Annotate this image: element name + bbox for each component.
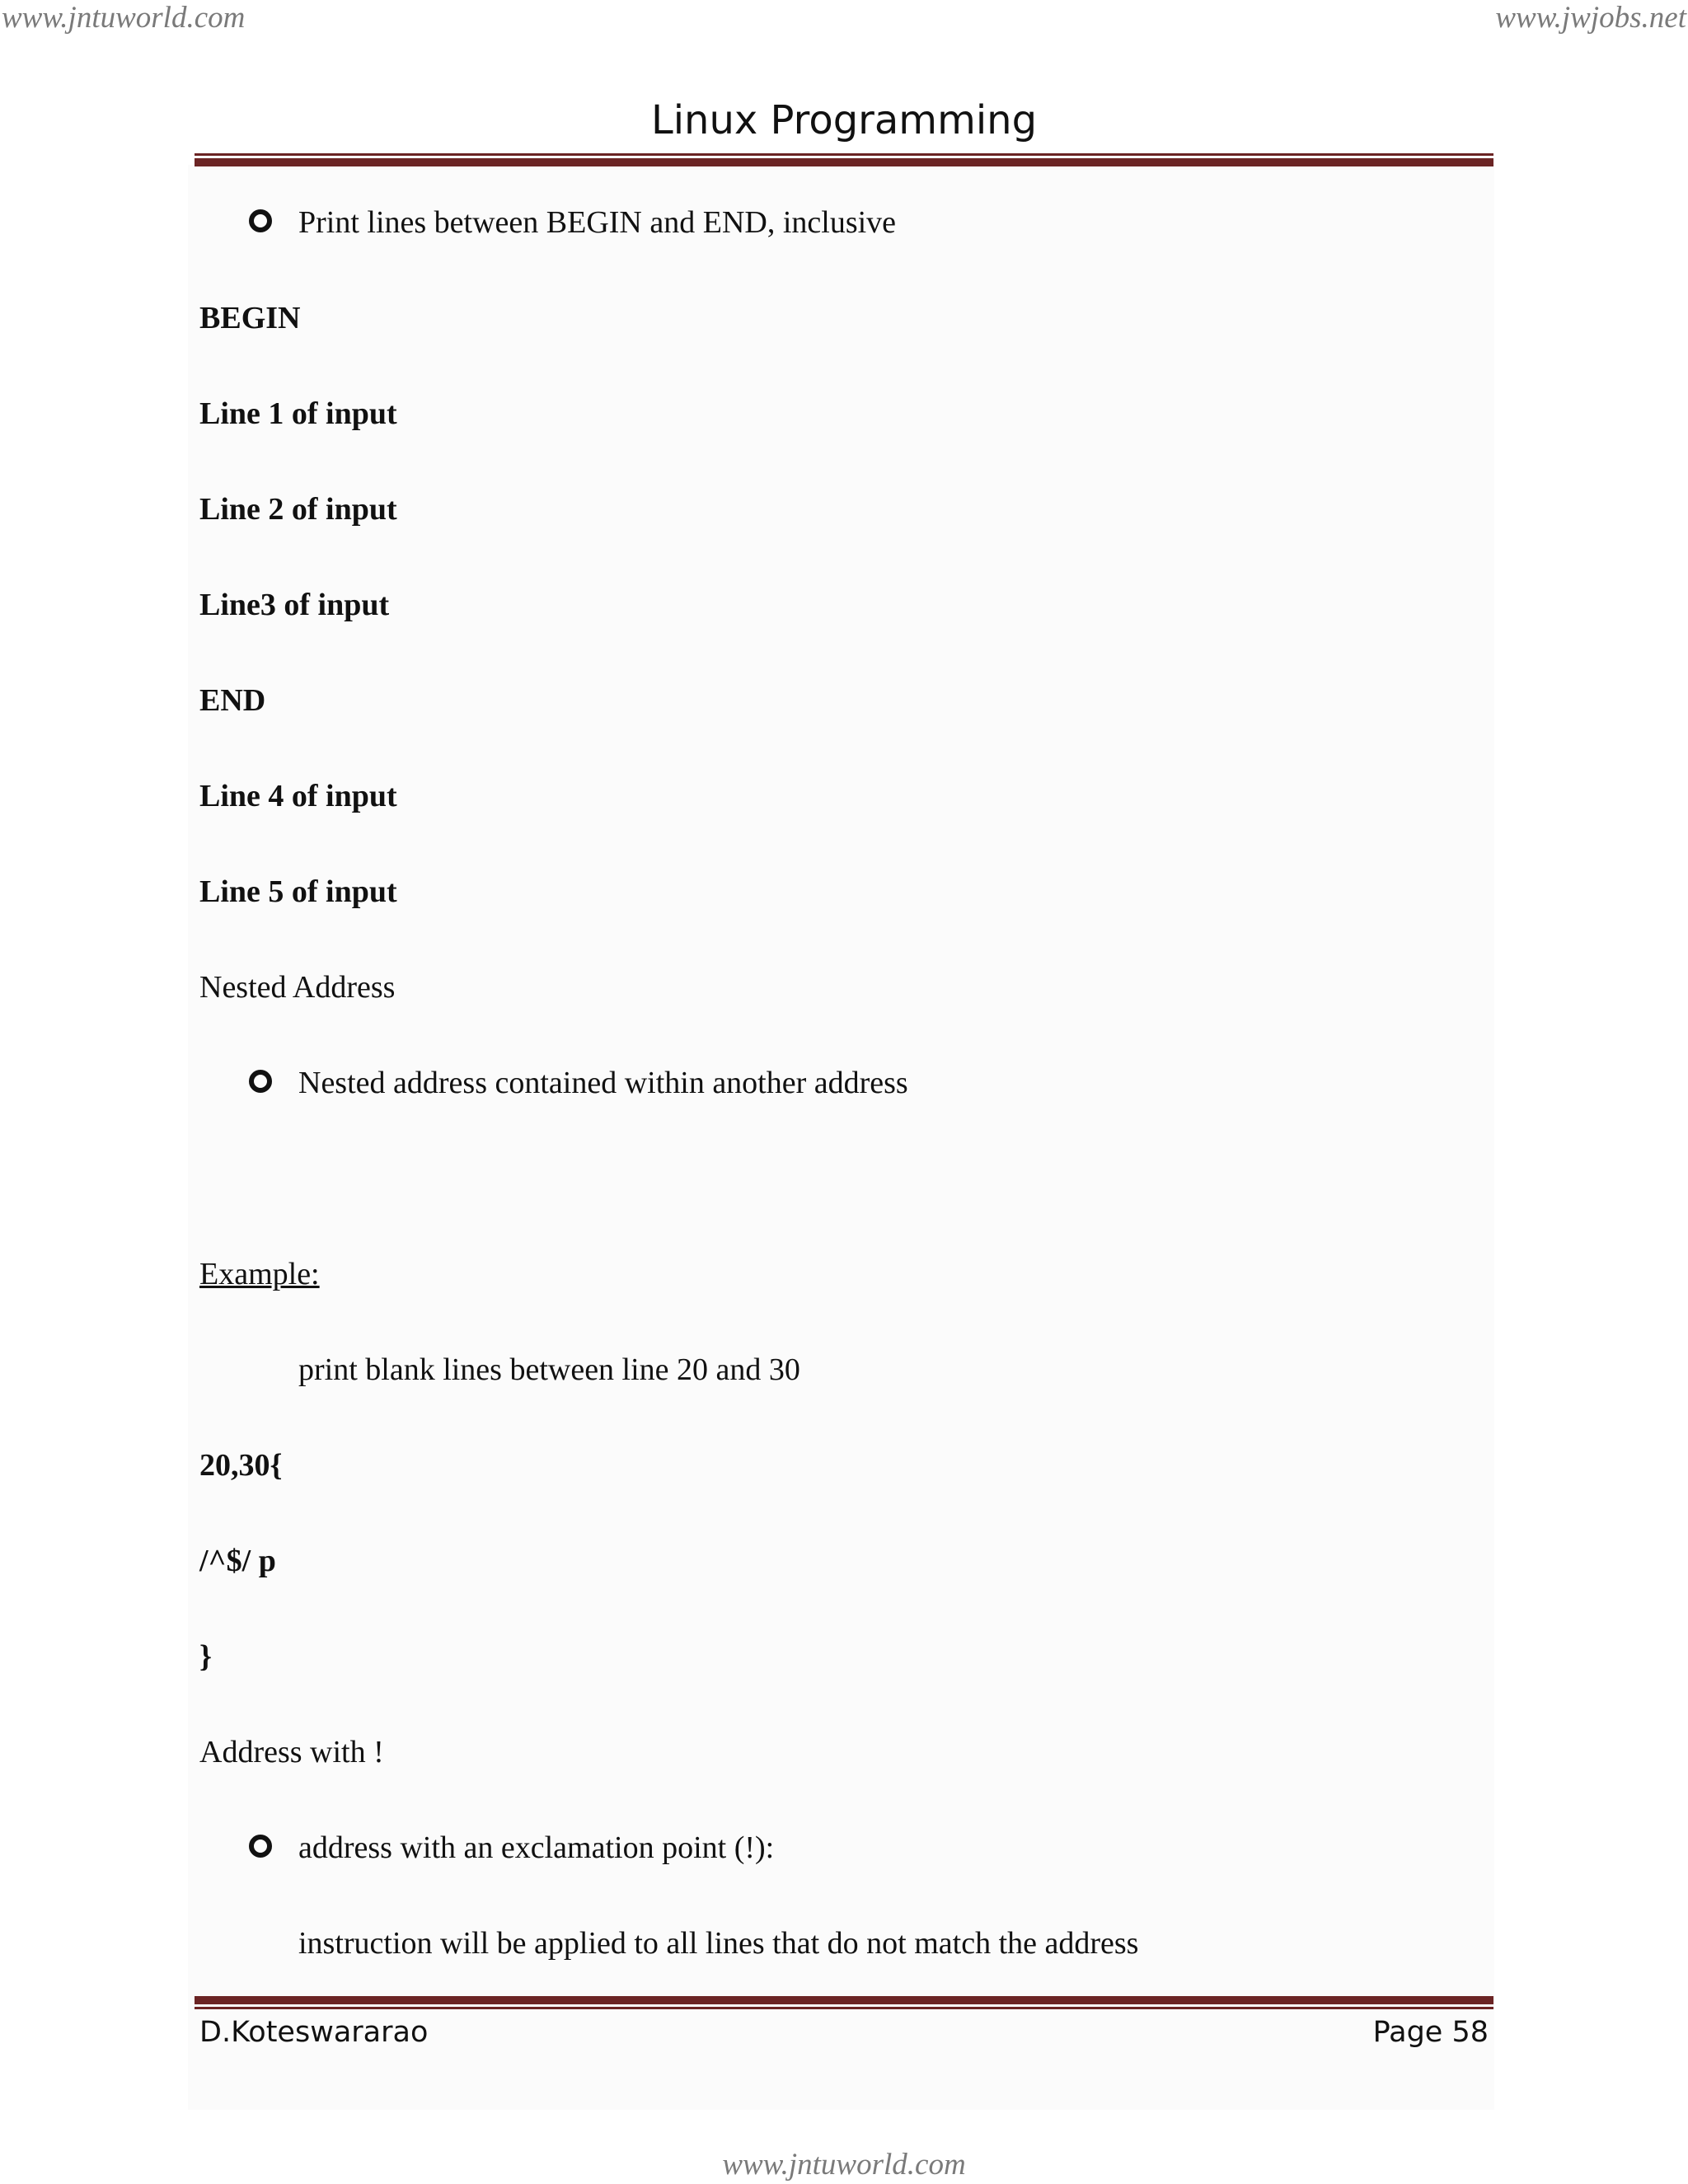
- code-line: Line 2 of input: [199, 492, 397, 527]
- page-background: [188, 165, 1494, 2110]
- code-line: END: [199, 683, 266, 718]
- section-heading: Nested Address: [199, 970, 396, 1005]
- watermark-top-right: www.jwjobs.net: [1495, 1, 1686, 35]
- footer-page-number: Page 58: [1372, 2016, 1489, 2049]
- header-rule-thick: [195, 158, 1493, 166]
- example-description: print blank lines between line 20 and 30: [298, 1352, 800, 1387]
- example-label: Example:: [199, 1257, 320, 1291]
- bullet-icon: [249, 209, 272, 232]
- bullet-continuation: instruction will be applied to all lines that do not match the address: [298, 1926, 1139, 1961]
- bullet-icon: [249, 1835, 272, 1858]
- section-heading: Address with !: [199, 1735, 384, 1769]
- footer-author: D.Koteswararao: [199, 2016, 429, 2049]
- watermark-bottom: www.jntuworld.com: [722, 2148, 966, 2182]
- code-line: Line 5 of input: [199, 874, 397, 909]
- bullet-item: Nested address contained within another address: [298, 1066, 908, 1100]
- code-line: }: [199, 1639, 212, 1674]
- footer-rule-thin: [195, 2007, 1493, 2009]
- code-line: Line3 of input: [199, 588, 390, 622]
- header-rule-thin: [195, 153, 1493, 156]
- bullet-item: address with an exclamation point (!):: [298, 1830, 775, 1865]
- page-title: Linux Programming: [650, 97, 1038, 143]
- bullet-item: Print lines between BEGIN and END, inclusive: [298, 205, 897, 240]
- code-line: Line 4 of input: [199, 779, 397, 813]
- code-line: 20,30{: [199, 1448, 283, 1483]
- code-line: /^$/ p: [199, 1544, 276, 1578]
- watermark-top-left: www.jntuworld.com: [2, 1, 246, 35]
- code-line: BEGIN: [199, 301, 301, 335]
- bullet-icon: [249, 1070, 272, 1093]
- code-line: Line 1 of input: [199, 396, 397, 431]
- footer-rule-thick: [195, 1996, 1493, 2004]
